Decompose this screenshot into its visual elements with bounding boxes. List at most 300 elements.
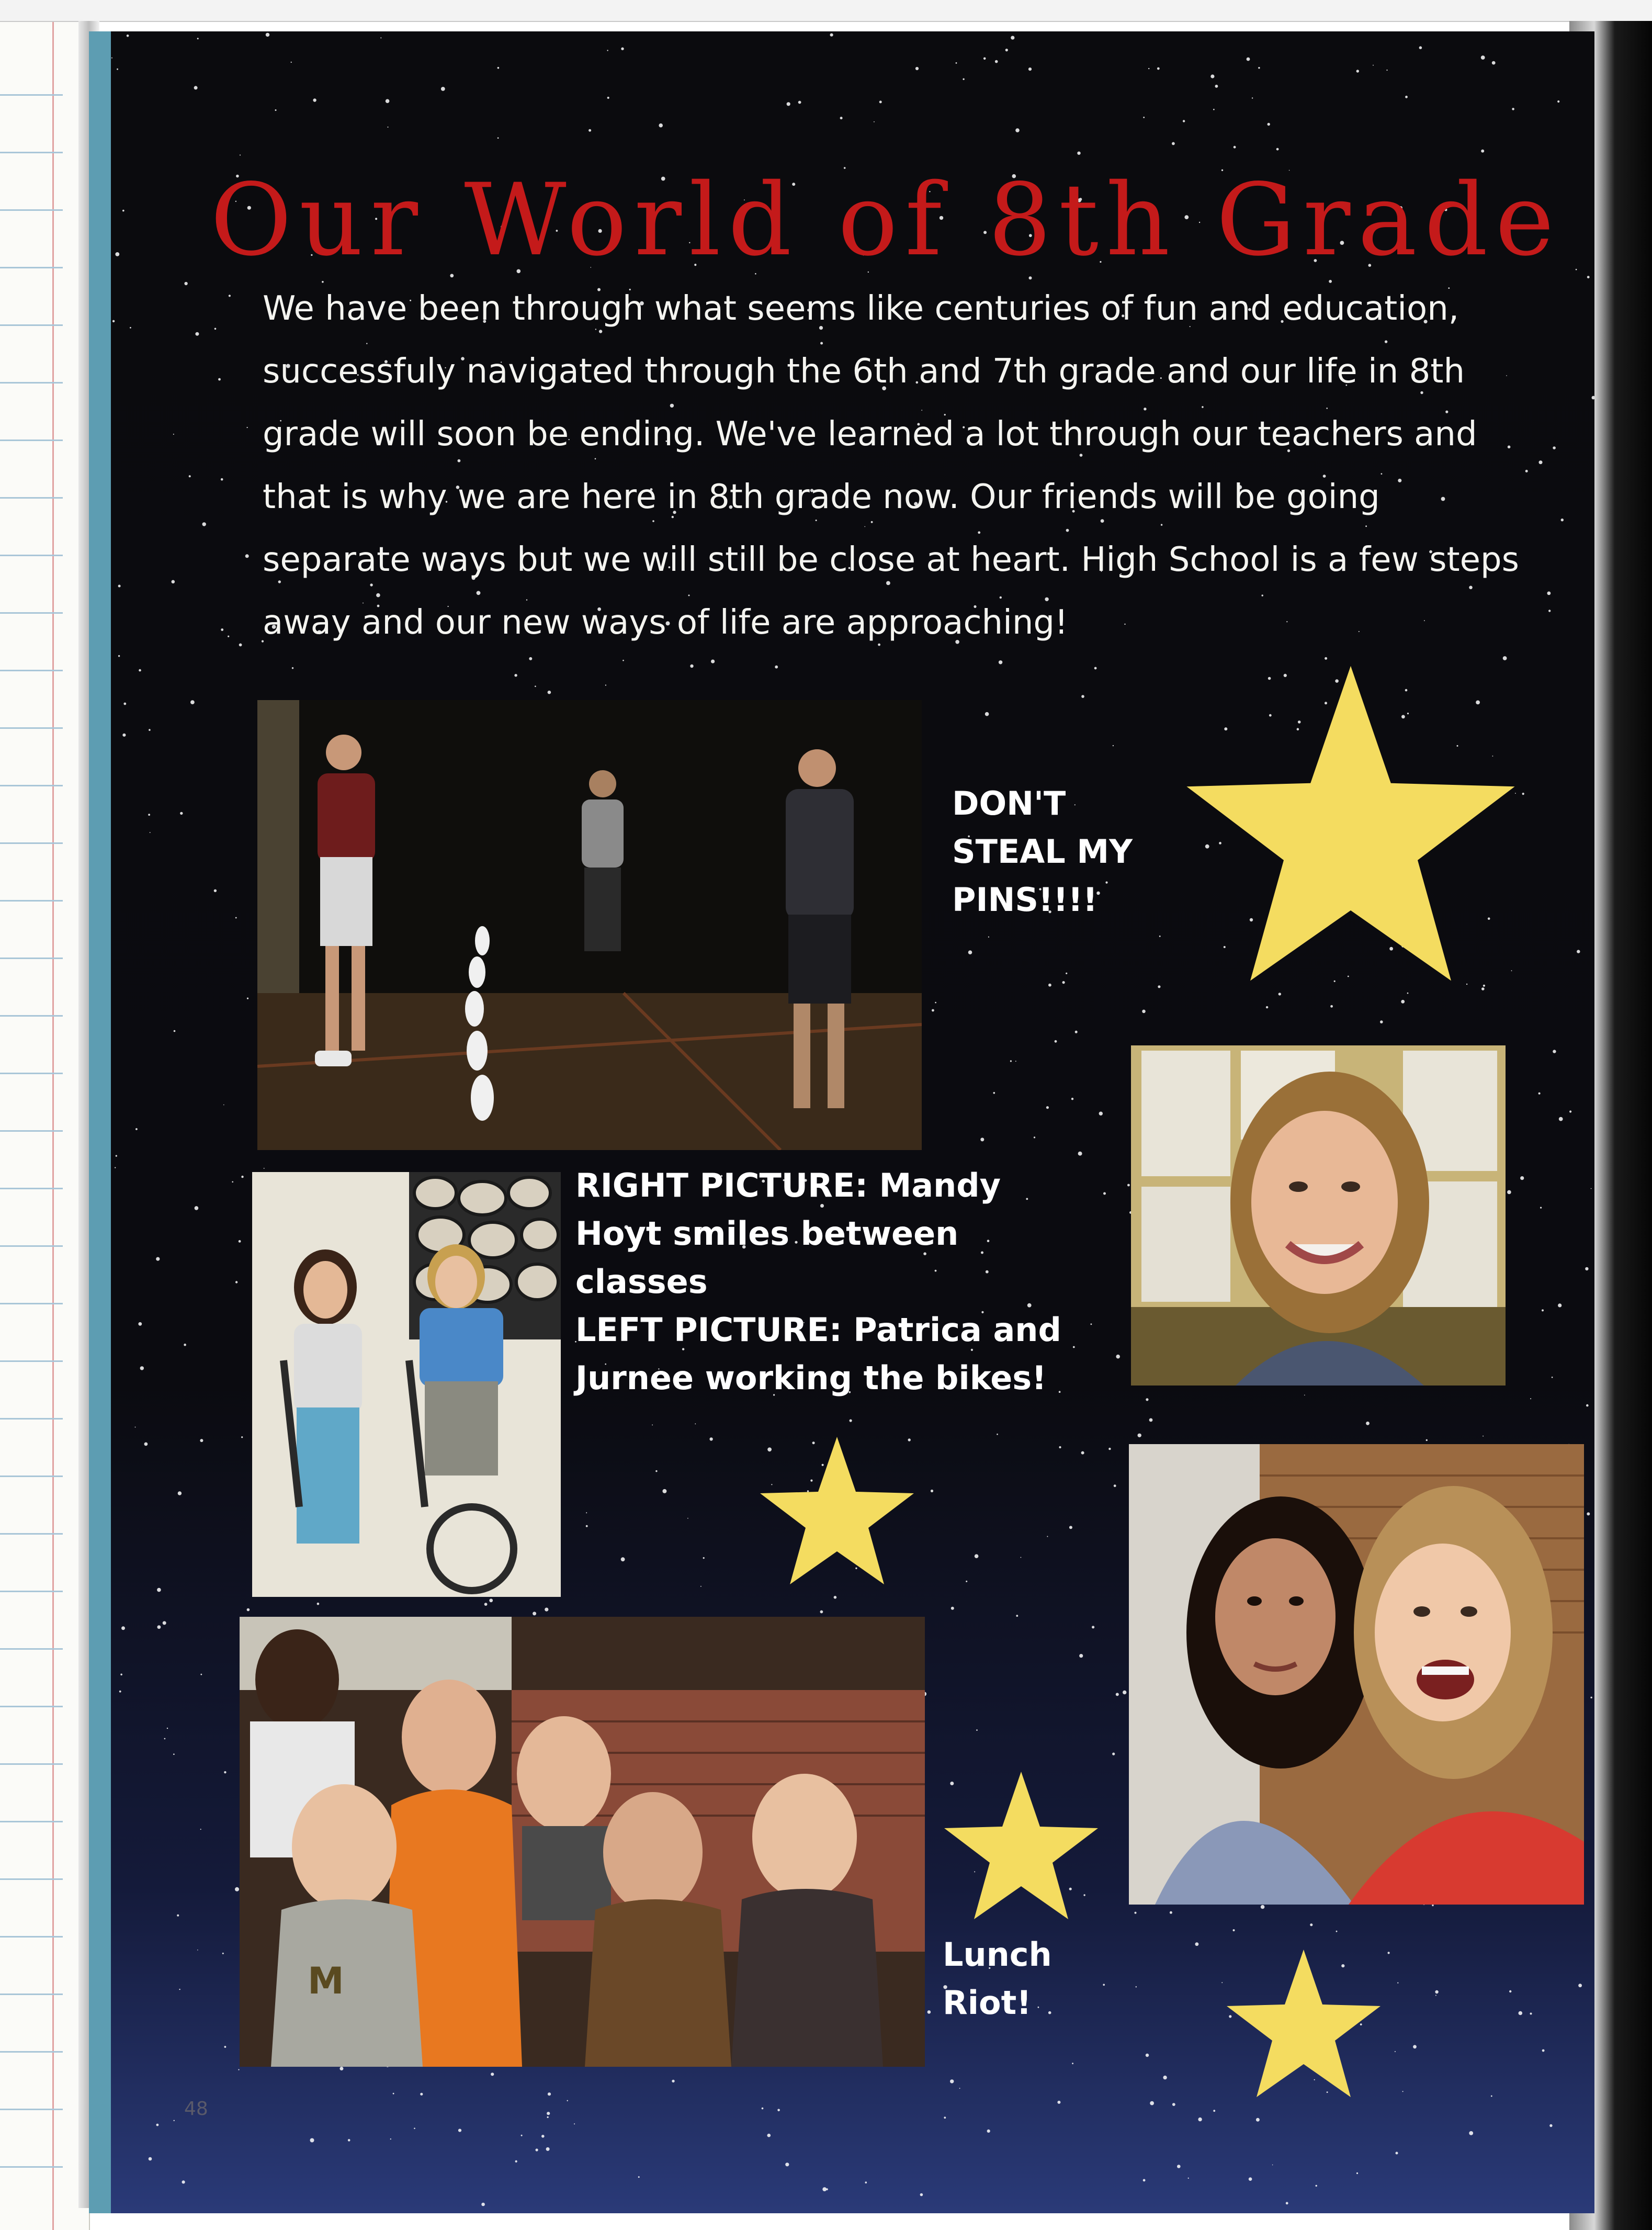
speckle-star <box>1552 1377 1553 1378</box>
speckle-star <box>118 655 120 657</box>
speckle-star <box>1553 446 1556 449</box>
binder-rule <box>0 670 63 671</box>
speckle-star <box>975 1554 979 1558</box>
speckle-star <box>194 86 198 89</box>
speckle-star <box>1010 1060 1012 1062</box>
mandy-portrait-photo <box>1131 1045 1506 1386</box>
speckle-star <box>1435 1995 1436 1996</box>
speckle-star <box>874 121 875 122</box>
binder-rule <box>0 1073 63 1074</box>
speckle-star <box>173 434 174 435</box>
speckle-star <box>1170 1911 1172 1914</box>
speckle-star <box>1094 667 1097 670</box>
speckle-star <box>785 2163 789 2166</box>
speckle-star <box>119 1691 121 1693</box>
speckle-star <box>221 478 223 481</box>
speckle-star <box>1356 70 1359 72</box>
binder-rule <box>0 1648 63 1650</box>
speckle-star <box>1081 695 1084 698</box>
speckle-star <box>130 327 131 329</box>
speckle-star <box>993 1092 995 1094</box>
speckle-star <box>115 252 119 256</box>
speckle-star <box>1547 591 1551 595</box>
speckle-star <box>317 1603 320 1605</box>
speckle-star <box>1055 1040 1057 1043</box>
speckle-star <box>1016 1615 1018 1617</box>
speckle-star <box>340 2067 343 2070</box>
speckle-star <box>1142 1010 1146 1013</box>
speckle-star <box>138 1322 142 1326</box>
speckle-star <box>235 1281 237 1283</box>
speckle-star <box>932 1009 934 1012</box>
speckle-star <box>1005 49 1008 51</box>
speckle-star <box>195 332 199 336</box>
speckle-star <box>638 2176 640 2178</box>
speckle-star <box>157 1625 161 1629</box>
speckle-star <box>1261 1905 1265 1909</box>
speckle-star <box>927 2010 931 2014</box>
speckle-star <box>144 1443 148 1446</box>
binder-rule <box>0 2109 63 2110</box>
speckle-star <box>173 1753 175 1755</box>
binder-rule <box>0 1821 63 1822</box>
speckle-star <box>1177 2165 1181 2168</box>
speckle-star <box>235 917 237 919</box>
speckle-star <box>1233 1929 1235 1931</box>
speckle-star <box>197 38 199 39</box>
speckle-star <box>489 1598 493 1602</box>
speckle-star <box>1561 519 1564 521</box>
speckle-star <box>118 585 121 588</box>
speckle-star <box>386 99 390 103</box>
binder-rule <box>0 785 63 786</box>
speckle-star <box>621 48 624 50</box>
speckle-star <box>1146 2054 1149 2057</box>
speckle-star <box>182 2180 185 2183</box>
speckle-star <box>1396 2152 1398 2155</box>
binder-rule <box>0 1245 63 1247</box>
page-number: 48 <box>184 2098 208 2120</box>
lunch-caption <box>943 1931 1052 2027</box>
speckle-star <box>988 937 989 938</box>
speckle-star <box>120 1674 122 1676</box>
speckle-star <box>420 2093 423 2096</box>
speckle-star <box>767 2134 771 2137</box>
speckle-star <box>840 117 843 119</box>
speckle-star <box>762 2108 764 2110</box>
speckle-star <box>850 1420 852 1422</box>
binder-rule <box>0 900 63 902</box>
speckle-star <box>879 100 882 103</box>
binder-margin-line <box>52 0 54 2230</box>
speckle-star <box>1356 2172 1358 2174</box>
intro-paragraph: We have been through what seems like centuries of fun and education, successfuly navigated through the 6th and 7th grade and our life in 8th grade will soon be ending. We've learned a lot through our teachers and that is why we are here in 8th grade now. Our friends will be going separate ways but we will still be close at heart. High School is a few steps away and our new ways of life are approaching! <box>263 289 1519 642</box>
speckle-star <box>1213 109 1215 110</box>
speckle-star <box>951 1607 954 1610</box>
speckle-star <box>1075 1031 1078 1033</box>
speckle-star <box>1112 1753 1115 1755</box>
speckle-star <box>1426 1439 1428 1441</box>
speckle-star <box>200 1829 201 1830</box>
star-icon <box>759 1434 915 1591</box>
speckle-star <box>1585 1267 1588 1270</box>
speckle-star <box>1011 36 1014 40</box>
binder-rule <box>0 152 63 153</box>
binder-rule <box>0 94 63 96</box>
speckle-star <box>1195 1942 1199 1946</box>
speckle-star <box>514 674 517 677</box>
binder-paper <box>0 0 90 2230</box>
speckle-star <box>787 102 790 106</box>
speckle-star <box>180 812 183 815</box>
speckle-star <box>390 2138 391 2139</box>
binder-rule <box>0 1303 63 1304</box>
speckle-star <box>1507 1190 1511 1195</box>
speckle-star <box>148 814 150 816</box>
speckle-star <box>178 1491 182 1495</box>
speckle-star <box>116 1155 117 1157</box>
speckle-star <box>1021 1557 1022 1558</box>
speckle-star <box>1592 396 1595 400</box>
speckle-star <box>238 2069 239 2070</box>
speckle-star <box>1469 2131 1473 2135</box>
speckle-star <box>1578 1984 1582 1987</box>
speckle-star <box>1143 117 1145 118</box>
binder-rule <box>0 382 63 384</box>
speckle-star <box>529 657 532 660</box>
speckle-star <box>1481 150 1484 153</box>
speckle-star <box>1310 1923 1312 1926</box>
speckle-star <box>950 2079 954 2083</box>
speckle-star <box>589 129 591 132</box>
speckle-star <box>605 684 606 685</box>
speckle-star <box>221 628 223 631</box>
binder-rule <box>0 612 63 614</box>
speckle-star <box>545 1608 548 1612</box>
speckle-star <box>484 1603 488 1606</box>
binder-rule <box>0 1763 63 1765</box>
speckle-star <box>1249 2177 1252 2181</box>
speckle-star <box>292 667 293 669</box>
speckle-star <box>229 295 231 297</box>
speckle-star <box>1069 1526 1072 1529</box>
speckle-star <box>672 2080 674 2082</box>
speckle-star <box>184 282 187 285</box>
binder-rule <box>0 555 63 556</box>
speckle-star <box>1150 2101 1154 2105</box>
speckle-star <box>174 1030 176 1032</box>
speckle-star <box>157 1588 161 1592</box>
speckle-star <box>1081 1451 1084 1455</box>
binder-rule <box>0 1591 63 1592</box>
speckle-star <box>1258 67 1260 69</box>
binder-rule <box>0 1476 63 1477</box>
binder-rule <box>0 1418 63 1420</box>
speckle-star <box>1015 1061 1016 1062</box>
speckle-star <box>533 1612 536 1615</box>
binder-rule <box>0 1706 63 1707</box>
speckle-star <box>149 729 151 731</box>
speckle-star <box>920 2193 923 2197</box>
speckle-star <box>1549 2124 1552 2127</box>
speckle-star <box>1159 936 1161 937</box>
speckle-star <box>241 1176 243 1178</box>
speckle-star <box>777 2109 780 2112</box>
speckle-star <box>830 33 833 37</box>
speckle-star <box>1158 985 1160 988</box>
speckle-star <box>1046 1106 1049 1109</box>
speckle-star <box>963 78 964 80</box>
caption-line: Riot! <box>943 1984 1032 2022</box>
speckle-star <box>997 1434 998 1435</box>
speckle-star <box>1062 981 1065 984</box>
speckle-star <box>1135 1912 1137 1914</box>
speckle-star <box>163 1621 166 1625</box>
speckle-star <box>291 62 292 63</box>
speckle-star <box>179 1989 180 1990</box>
speckle-star <box>548 2092 551 2096</box>
speckle-star <box>218 378 221 381</box>
scan-top-edge <box>0 0 1652 22</box>
yearbook-page <box>111 31 1594 2213</box>
speckle-star <box>195 1206 199 1210</box>
speckle-star <box>497 67 500 69</box>
speckle-star <box>239 644 242 647</box>
speckle-star <box>441 87 445 91</box>
speckle-star <box>414 2128 415 2130</box>
speckle-star <box>1590 1697 1592 1698</box>
speckle-star <box>1071 1098 1073 1100</box>
speckle-star <box>1057 2101 1060 2104</box>
speckle-star <box>987 2130 990 2133</box>
speckle-star <box>189 475 191 477</box>
speckle-star <box>536 2148 538 2151</box>
speckle-star <box>247 998 248 999</box>
speckle-star <box>865 2181 867 2183</box>
speckle-star <box>135 1427 136 1428</box>
caption-line: Hoyt smiles between <box>575 1214 959 1253</box>
binder-rule <box>0 2051 63 2053</box>
pictures-caption <box>575 1162 1061 1402</box>
speckle-star <box>711 660 715 663</box>
speckle-star <box>235 1887 239 1891</box>
speckle-star <box>999 660 1002 664</box>
speckle-star <box>380 37 381 38</box>
binder-rule <box>0 2166 63 2168</box>
speckle-star <box>1558 1303 1562 1307</box>
speckle-star <box>1481 55 1485 60</box>
speckle-star <box>1099 1112 1103 1116</box>
binder-rule <box>0 1994 63 1995</box>
speckle-star <box>1143 2179 1146 2182</box>
speckle-star <box>177 1914 179 1917</box>
speckle-star <box>775 666 778 669</box>
speckle-star <box>393 2093 394 2094</box>
binder-rule <box>0 267 63 268</box>
speckle-star <box>313 98 316 102</box>
speckle-star <box>458 2129 461 2132</box>
speckle-star <box>1435 1990 1438 1994</box>
speckle-star <box>1073 1346 1075 1348</box>
caption-line: PINS!!!! <box>952 881 1098 919</box>
speckle-star <box>1172 2103 1175 2106</box>
speckle-star <box>915 67 919 70</box>
speckle-star <box>1276 148 1279 151</box>
speckle-star <box>1256 2118 1260 2122</box>
speckle-star <box>1079 1654 1083 1658</box>
page-title: Our World of 8th Grade <box>210 162 1562 278</box>
speckle-star <box>149 2157 152 2161</box>
speckle-star <box>1268 123 1270 126</box>
speckle-star <box>388 127 389 128</box>
caption-line: DON'T <box>952 784 1066 823</box>
speckle-star <box>931 1490 933 1492</box>
speckle-star <box>1539 460 1543 464</box>
speckle-star <box>167 1728 168 1729</box>
speckle-star <box>1092 1626 1094 1628</box>
speckle-star <box>1509 1990 1511 1992</box>
speckle-star <box>117 69 118 70</box>
speckle-star <box>1123 1691 1126 1694</box>
speckle-star <box>1483 1436 1484 1437</box>
speckle-star <box>1172 142 1175 145</box>
binder-rule <box>0 497 63 499</box>
speckle-star <box>275 109 277 111</box>
speckle-star <box>1519 2011 1523 2015</box>
speckle-star <box>1148 68 1149 69</box>
speckle-star <box>1548 610 1551 612</box>
speckle-star <box>1034 1136 1035 1138</box>
speckle-star <box>1522 793 1524 795</box>
speckle-star <box>1432 1905 1433 1906</box>
speckle-star <box>956 62 957 64</box>
bowling-caption <box>952 780 1133 924</box>
speckle-star <box>241 1436 243 1438</box>
speckle-star <box>1538 1093 1541 1095</box>
speckle-star <box>966 1581 967 1582</box>
speckle-star <box>1366 1422 1370 1425</box>
caption-line: classes <box>575 1263 708 1301</box>
speckle-star <box>202 522 206 526</box>
speckle-star <box>541 2135 545 2138</box>
speckle-star <box>1386 70 1387 71</box>
speckle-star <box>1234 146 1236 149</box>
speckle-star <box>1586 1404 1589 1407</box>
star-icon <box>1225 1946 1382 2103</box>
speckle-star <box>222 1953 224 1954</box>
speckle-star <box>164 1738 166 1740</box>
binder-rule <box>0 1188 63 1189</box>
speckle-star <box>1146 1398 1148 1401</box>
caption-line: Jurnee working the bikes! <box>575 1359 1047 1397</box>
speckle-star <box>214 328 217 330</box>
speckle-star <box>546 2147 550 2151</box>
speckle-star <box>1373 65 1374 66</box>
speckle-star <box>1059 1446 1061 1448</box>
speckle-star <box>521 2135 523 2136</box>
binder-rule <box>0 1130 63 1132</box>
speckle-star <box>574 2123 575 2124</box>
speckle-star <box>139 669 141 672</box>
speckle-star <box>140 1366 144 1370</box>
speckle-star <box>156 1257 160 1261</box>
speckle-star <box>247 427 248 428</box>
speckle-star <box>123 703 126 705</box>
speckle-star <box>935 1002 936 1004</box>
binder-rule <box>0 1360 63 1362</box>
speckle-star <box>1316 2185 1317 2187</box>
speckle-star <box>662 1489 666 1493</box>
speckle-star <box>1304 1395 1305 1396</box>
speckle-star <box>224 1771 226 1773</box>
speckle-star <box>1221 1982 1223 1983</box>
speckle-star <box>586 1525 588 1527</box>
speckle-star <box>1530 1398 1531 1399</box>
speckle-star <box>515 2160 517 2163</box>
speckle-star <box>607 97 609 99</box>
speckle-star <box>1048 984 1051 987</box>
speckle-star <box>547 2116 549 2118</box>
speckle-star <box>1520 1176 1524 1180</box>
binder-rule <box>0 727 63 729</box>
speckle-star <box>567 2100 568 2101</box>
speckle-star <box>245 554 249 558</box>
binder-rule <box>0 1936 63 1938</box>
speckle-star <box>172 580 175 584</box>
lunch-group-photo <box>240 1617 925 2067</box>
speckle-star <box>820 1610 823 1614</box>
speckle-star <box>224 2046 227 2048</box>
speckle-star <box>1136 1986 1137 1987</box>
caption-line: RIGHT PICTURE: Mandy <box>575 1166 1001 1204</box>
speckle-star <box>1047 1536 1048 1537</box>
speckle-star <box>122 210 125 212</box>
speckle-star <box>985 712 989 716</box>
speckle-star <box>1149 1418 1153 1422</box>
speckle-star <box>1247 58 1250 61</box>
speckle-star <box>1213 2110 1215 2112</box>
speckle-star <box>1114 1484 1116 1487</box>
speckle-star <box>983 58 986 60</box>
speckle-star <box>695 1423 696 1424</box>
star-icon <box>1183 659 1518 994</box>
speckle-star <box>1587 1512 1590 1515</box>
speckle-star <box>1395 2051 1396 2052</box>
binder-rule <box>0 1533 63 1535</box>
speckle-star <box>548 691 551 694</box>
speckle-star <box>1512 108 1514 110</box>
speckle-star <box>264 1168 265 1169</box>
speckle-star <box>1530 2013 1532 2015</box>
speckle-star <box>1272 2165 1273 2166</box>
speckle-star <box>944 2116 946 2119</box>
speckle-star <box>1336 1931 1338 1932</box>
speckle-star <box>1252 97 1253 98</box>
speckle-star <box>709 1437 712 1440</box>
speckle-star <box>1413 2045 1417 2048</box>
speckle-star <box>122 734 126 737</box>
speckle-star <box>232 1181 233 1183</box>
speckle-star <box>156 2124 159 2126</box>
speckle-star <box>1577 950 1580 953</box>
speckle-star <box>687 1518 688 1519</box>
speckle-star <box>1077 152 1080 155</box>
speckle-star <box>621 1557 625 1561</box>
speckle-star <box>655 1470 657 1472</box>
speckle-star <box>481 2203 485 2206</box>
speckle-star <box>197 1950 198 1951</box>
speckle-star <box>1103 1984 1105 1986</box>
